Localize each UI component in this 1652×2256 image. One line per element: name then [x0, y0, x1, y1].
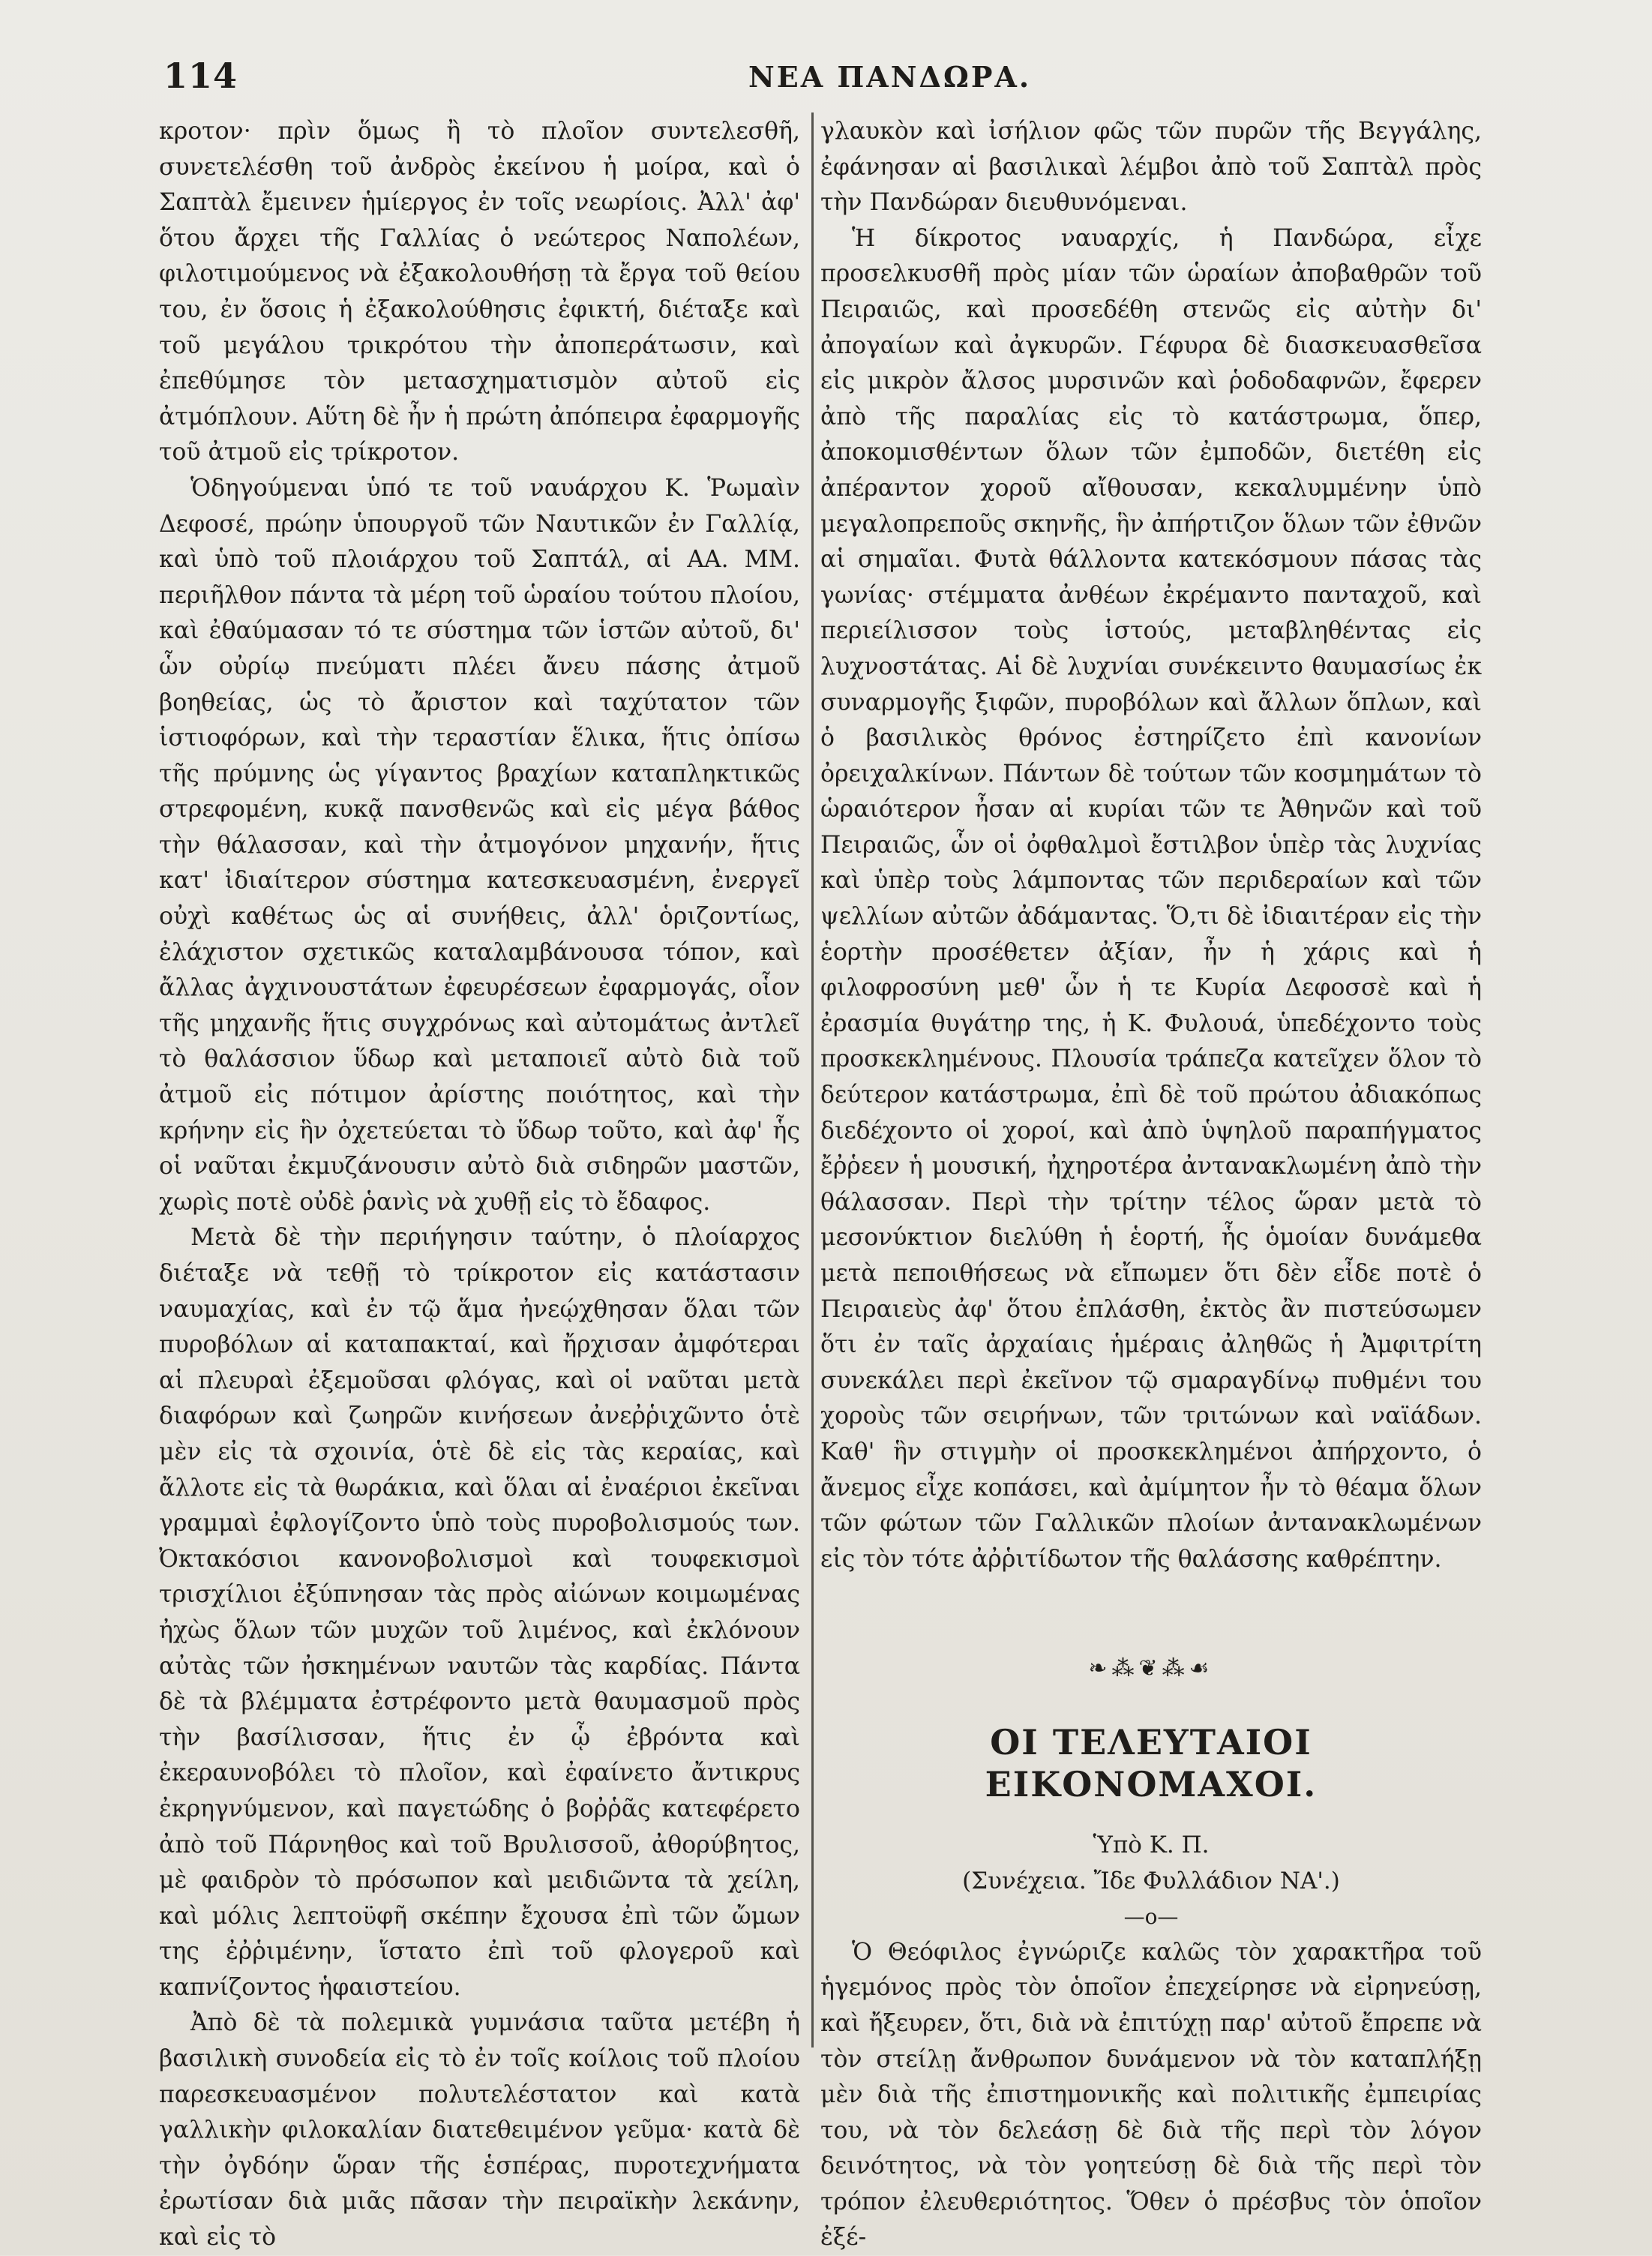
article-continuation-note: (Συνέχεια. Ἴδε Φυλλάδιον ΝΑ'.) — [962, 1867, 1340, 1894]
right-column — [820, 114, 1482, 2256]
page-header — [163, 56, 1566, 100]
left-column — [159, 114, 800, 2256]
left-paragraph-1: κροτον· πρὶν ὅμως ἢ τὸ πλοῖον συντελεσθῆ, συνετελέσθη τοῦ ἀνδρὸς ἐκείνου ἡ μοίρα, καὶ ὁ Σαπτὰλ ἔμεινεν ἡμίεργος ἐν τοῖς νεωρίοις. Ἀλλ' ἀφ' ὅτου ἄρχει τῆς Γαλλίας ὁ νεώτερος Ναπολέων, φιλοτιμούμενος νὰ ἐξακολουθήσῃ τὰ ἔργα τοῦ θείου του, ἐν ὅσοις ἡ ἐξακολούθησις ἐφικτή, διέταξε καὶ τοῦ μεγάλου τρικρότου τὴν ἀποπεράτωσιν, καὶ ἐπεθύμησε τὸν μετασχηματισμὸν αὐτοῦ εἰς ἀτμόπλουν. Αὕτη δὲ ἦν ἡ πρώτη ἀπόπειρα ἐφαρμογῆς τοῦ ἀτμοῦ εἰς τρίκροτον. — [159, 118, 800, 466]
article-separator: —o— — [1123, 1904, 1179, 1930]
left-paragraph-3: Μετὰ δὲ τὴν περιήγησιν ταύτην, ὁ πλοίαρχος διέταξε νὰ τεθῇ τὸ τρίκροτον εἰς κατάστασιν ναυμαχίας, καὶ ἐν τῷ ἅμα ἠνεῴχθησαν ὅλαι τῶν πυροβόλων αἱ καταπακταί, καὶ ἤρχισαν ἀμφότεραι αἱ πλευραὶ ἐξεμοῦσαι φλόγας, καὶ οἱ ναῦται μετὰ διαφόρων καὶ ζωηρῶν κινήσεων ἀνεῤῥιχῶντο ὁτὲ μὲν εἰς τὰ σχοινία, ὁτὲ δὲ εἰς τὰς κεραίας, καὶ ἄλλοτε εἰς τὰ θωράκια, καὶ ὅλαι αἱ ἐναέριοι ἐκεῖναι γραμμαὶ ἐφλογίζοντο ὑπὸ τοὺς πυροβολισμούς των. Ὀκτακόσιοι κανονοβολισμοὶ καὶ τουφεκισμοὶ τρισχίλιοι ἐξύπνησαν τὰς πρὸς αἰώνων κοιμωμένας ἠχὼς ὅλων τῶν μυχῶν τοῦ λιμένος, καὶ ἐκλόνουν αὐτὰς τῶν ἠσκημένων ναυτῶν τὰς καρδίας. Πάντα δὲ τὰ βλέμματα ἐστρέφοντο μετὰ θαυμασμοῦ πρὸς τὴν βασίλισσαν, ἥτις ἐν ᾧ ἐβρόντα καὶ ἐκεραυνοβόλει τὸ πλοῖον, καὶ ἐφαίνετο ἄντικρυς ἐκρηγνύμενον, καὶ παγετώδης ὁ βοῤῥᾶς κατεφέρετο ἀπὸ τοῦ Πάρνηθος καὶ τοῦ Βρυλισσοῦ, ἀθορύβητος, μὲ φαιδρὸν τὸ πρόσωπον καὶ μειδιῶντα τὰ χείλη, καὶ μόλις λεπτοϋφῆ σκέπην ἔχουσα ἐπὶ τῶν ὤμων της ἐῤῥιμένην, ἵστατο ἐπὶ τοῦ φλογεροῦ καὶ καπνίζοντος ἡφαιστείου. — [159, 1224, 800, 2001]
left-paragraph-4: Ἀπὸ δὲ τὰ πολεμικὰ γυμνάσια ταῦτα μετέβη ἡ βασιλικὴ συνοδεία εἰς τὸ ἐν τοῖς κοίλοις τοῦ πλοίου παρεσκευασμένον πολυτελέστατον καὶ κατὰ γαλλικὴν φιλοκαλίαν διατεθειμένον γεῦμα· κατὰ δὲ τὴν ὀγδόην ὥραν τῆς ἑσπέρας, πυροτεχνήματα ἐρωτίσαν διὰ μιᾶς πᾶσαν τὴν πειραϊκὴν λεκάνην, καὶ εἰς τὸ — [159, 2009, 800, 2252]
column-divider — [811, 112, 814, 2048]
right-paragraph-2: Ἡ δίκροτος ναυαρχίς, ἡ Πανδώρα, εἶχε προσελκυσθῆ πρὸς μίαν τῶν ὡραίων ἀποβαθρῶν τοῦ Πειραιῶς, καὶ προσεδέθη στενῶς εἰς αὐτὴν δι' ἀπογαίων καὶ ἀγκυρῶν. Γέφυρα δὲ διασκευασθεῖσα εἰς μικρὸν ἄλσος μυρσινῶν καὶ ῥοδοδαφνῶν, ἔφερεν ἀπὸ τῆς παραλίας εἰς τὸ κατάστρωμα, ὅπερ, ἀποκομισθέντων ὅλων τῶν ἐμποδῶν, διετέθη εἰς ἀπέραντον χοροῦ αἴθουσαν, κεκαλυμμένην ὑπὸ μεγαλοπρεποῦς σκηνῆς, ἣν ἀπήρτιζον ὅλων τῶν ἐθνῶν αἱ σημαῖαι. Φυτὰ θάλλοντα κατεκόσμουν πάσας τὰς γωνίας· στέμματα ἀνθέων ἐκρέμαντο πανταχοῦ, καὶ περιείλισσον τοὺς ἱστούς, μεταβληθέντας εἰς λυχνοστάτας. Αἱ δὲ λυχνίαι συνέκειντο θαυμασίως ἐκ συναρμογῆς ξιφῶν, πυροβόλων καὶ ἄλλων ὅπλων, καὶ ὁ βασιλικὸς θρόνος ἐστηρίζετο ἐπὶ κανονίων ὀρειχαλκίνων. Πάντων δὲ τούτων τῶν κοσμημάτων τὸ ὡραιότερον ἦσαν αἱ κυρίαι τῶν τε Ἀθηνῶν καὶ τοῦ Πειραιῶς, ὧν οἱ ὀφθαλμοὶ ἔστιλβον ὑπὲρ τὰς λυχνίας καὶ ὑπὲρ τοὺς λάμποντας τῶν περιδεραίων καὶ τῶν ψελλίων αὐτῶν ἀδάμαντας. Ὅ,τι δὲ ἰδιαιτέραν εἰς τὴν ἑορτὴν προσέθετεν ἀξίαν, ἦν ἡ χάρις καὶ ἡ φιλοφροσύνη μεθ' ὧν ἡ τε Κυρία Δεφοσσὲ καὶ ἡ ἐρασμία θυγάτηρ της, ἡ Κ. Φυλουά, ὑπεδέχοντο τοὺς προσκεκλημένους. Πλουσία τράπεζα κατεῖχεν ὅλον τὸ δεύτερον κατάστρωμα, ἐπὶ δὲ τοῦ πρώτου ἀδιακόπως διεδέχοντο οἱ χοροί, καὶ ἀπὸ ὑψηλοῦ παραπήγματος ἔῤῥεεν ἡ μουσική, ἠχηροτέρα ἀντανακλωμένη ἀπὸ τὴν θάλασσαν. Περὶ τὴν τρίτην τέλος ὥραν μετὰ τὸ μεσονύκτιον διελύθη ἡ ἑορτή, ἧς ὁμοίαν δυνάμεθα μετὰ πεποιθήσεως νὰ εἴπωμεν ὅτι δὲν εἶδε ποτὲ ὁ Πειραιεὺς ἀφ' ὅτου ἐπλάσθη, ἐκτὸς ἂν πιστεύσωμεν ὅτι ἐν ταῖς ἀρχαίαις ἡμέραις ἀληθῶς ἡ Ἀμφιτρίτη συνεκάλει περὶ ἐκεῖνον τῷ σμαραγδίνῳ πυθμένι του χοροὺς τῶν σειρήνων, τῶν τριτώνων καὶ ναϊάδων. Καθ' ἣν στιγμὴν οἱ προσκεκλημένοι ἀπήρχοντο, ὁ ἄνεμος εἶχε κοπάσει, καὶ ἀμίμητον ἦν τὸ θέαμα ὅλων τῶν φώτων τῶν Γαλλικῶν πλοίων ἀντανακλωμένων εἰς τὸν τότε ἀῤῥιτίδωτον τῆς θαλάσσης καθρέπτην. — [820, 224, 1482, 1573]
page-number: 114 — [163, 56, 238, 96]
right-paragraph-1: γλαυκὸν καὶ ἰσήλιον φῶς τῶν πυρῶν τῆς Βεγγάλης, ἐφάνησαν αἱ βασιλικαὶ λέμβοι ἀπὸ τοῦ Σαπτὰλ πρὸς τὴν Πανδώραν διευθυνόμεναι. — [820, 118, 1482, 217]
article-byline: Ὑπὸ Κ. Π. — [1093, 1831, 1210, 1858]
article-title: ΟΙ ΤΕΛΕΥΤΑΙΟΙ ΕΙΚΟΝΟΜΑΧΟΙ. — [985, 1721, 1318, 1804]
running-title: ΝΕΑ ΠΑΝΔΩΡΑ. — [748, 60, 1032, 94]
article-paragraph-1: Ὁ Θεόφιλος ἐγνώριζε καλῶς τὸν χαρακτῆρα τοῦ ἡγεμόνος πρὸς τὸν ὁποῖον ἐπεχείρησε νὰ εἰρηνεύσῃ, καὶ ἤξευρεν, ὅτι, διὰ νὰ ἐπιτύχῃ παρ' αὐτοῦ ἔπρεπε νὰ τὸν στείλῃ ἄνθρωπον δυνάμενον νὰ τὸν καταπλήξῃ μὲν διὰ τῆς ἐπιστημονικῆς καὶ πολιτικῆς ἐμπειρίας του, νὰ τὸν δελεάσῃ δὲ διὰ τῆς περὶ τὸν λόγον δεινότητος, νὰ τὸν γοητεύσῃ δὲ διὰ τῆς περὶ τὸν τρόπον ἐλευθεριότητος. Ὅθεν ὁ πρέσβυς τὸν ὁποῖον ἐξέ- — [820, 1938, 1482, 2252]
ornament-divider: ❧⁂❦⁂☙ — [1088, 1655, 1214, 1682]
left-paragraph-2: Ὁδηγούμεναι ὑπό τε τοῦ ναυάρχου Κ. Ῥωμαὶν Δεφοσέ, πρώην ὑπουργοῦ τῶν Ναυτικῶν ἐν Γαλλίᾳ, καὶ ὑπὸ τοῦ πλοιάρχου τοῦ Σαπτάλ, αἱ ΑΑ. ΜΜ. περιῆλθον πάντα τὰ μέρη τοῦ ὡραίου τούτου πλοίου, καὶ ἐθαύμασαν τό τε σύστημα τῶν ἱστῶν αὐτοῦ, δι' ὧν οὐρίῳ πνεύματι πλέει ἄνευ πάσης ἀτμοῦ βοηθείας, ὡς τὸ ἄριστον καὶ ταχύτατον τῶν ἱστιοφόρων, καὶ τὴν τεραστίαν ἕλικα, ἥτις ὀπίσω τῆς πρύμνης ὡς γίγαντος βραχίων καταπληκτικῶς στρεφομένη, κυκᾷ πανσθενῶς καὶ εἰς μέγα βάθος τὴν θάλασσαν, καὶ τὴν ἀτμογόνον μηχανήν, ἥτις κατ' ἰδιαίτερον σύστημα κατεσκευασμένη, ἐνεργεῖ οὐχὶ καθέτως ὡς αἱ συνήθεις, ἀλλ' ὁριζοντίως, ἐλάχιστον σχετικῶς καταλαμβάνουσα τόπον, καὶ ἄλλας ἀγχινουστάτων ἐφευρέσεων ἐφαρμογάς, οἷον τῆς μηχανῆς ἥτις συγχρόνως καὶ αὐτομάτως ἀντλεῖ τὸ θαλάσσιον ὕδωρ καὶ μεταποιεῖ αὐτὸ διὰ τοῦ ἀτμοῦ εἰς πότιμον ἀρίστης ποιότητος, καὶ τὴν κρήνην εἰς ἣν ὀχετεύεται τὸ ὕδωρ τοῦτο, καὶ ἀφ' ἧς οἱ ναῦται ἐκμυζάνουσιν αὐτὸ διὰ σιδηρῶν μαστῶν, χωρὶς ποτὲ οὐδὲ ῥανὶς νὰ χυθῇ εἰς τὸ ἔδαφος. — [159, 474, 800, 1216]
